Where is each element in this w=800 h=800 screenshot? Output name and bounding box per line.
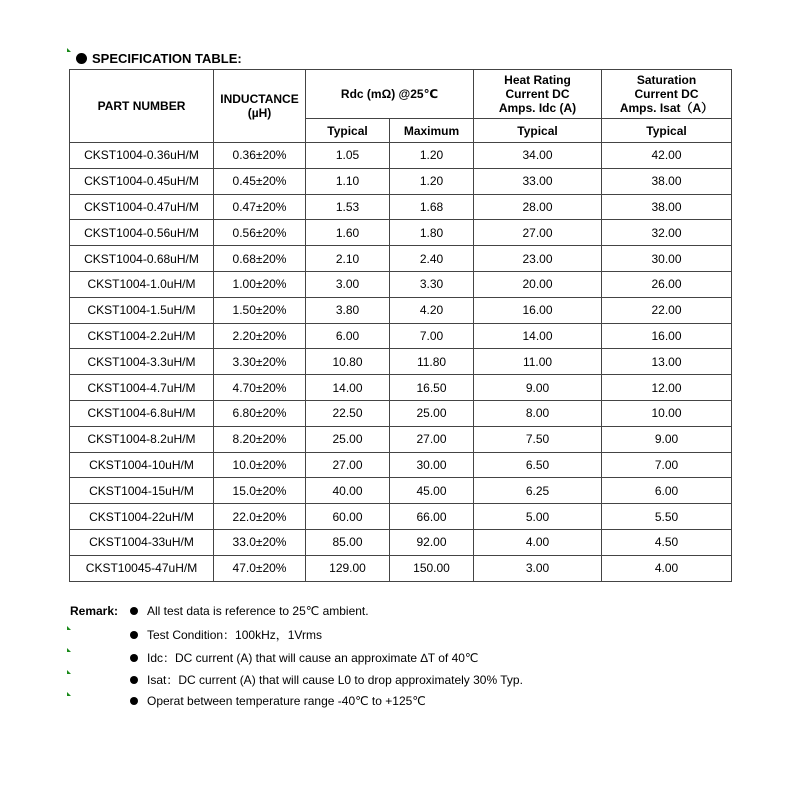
cell-part-number: CKST1004-0.36uH/M	[70, 143, 214, 169]
header-rdc-typical: Typical	[306, 119, 390, 143]
cell-isat: 4.00	[602, 555, 732, 581]
table-row	[70, 246, 732, 272]
cell-rdc-typical: 1.60	[306, 220, 390, 246]
cell-isat: 30.00	[602, 246, 732, 272]
cell-rdc-typical: 1.53	[306, 194, 390, 220]
header-part-number: PART NUMBER	[70, 70, 214, 143]
bullet-icon	[130, 607, 138, 615]
cell-rdc-maximum: 1.20	[390, 143, 474, 169]
cell-part-number: CKST1004-15uH/M	[70, 478, 214, 504]
cell-rdc-maximum: 7.00	[390, 323, 474, 349]
cell-idc: 7.50	[474, 426, 602, 452]
cell-rdc-typical: 10.80	[306, 349, 390, 375]
cell-rdc-typical: 1.05	[306, 143, 390, 169]
header-rdc-maximum: Maximum	[390, 119, 474, 143]
cell-rdc-maximum: 30.00	[390, 452, 474, 478]
cell-part-number: CKST1004-10uH/M	[70, 452, 214, 478]
cell-isat: 10.00	[602, 400, 732, 426]
cell-rdc-typical: 2.10	[306, 246, 390, 272]
cell-isat: 42.00	[602, 143, 732, 169]
cell-inductance: 10.0±20%	[214, 452, 306, 478]
cell-inductance: 0.36±20%	[214, 143, 306, 169]
cell-idc: 23.00	[474, 246, 602, 272]
header-heat-rating: Heat Rating Current DC Amps. Idc (A)	[474, 70, 602, 119]
cell-rdc-maximum: 92.00	[390, 529, 474, 555]
table-row	[70, 452, 732, 478]
cell-rdc-typical: 22.50	[306, 400, 390, 426]
cell-isat: 4.50	[602, 529, 732, 555]
table-row	[70, 478, 732, 504]
cell-isat: 38.00	[602, 194, 732, 220]
cell-inductance: 33.0±20%	[214, 529, 306, 555]
cell-isat: 13.00	[602, 349, 732, 375]
table-row	[70, 504, 732, 530]
bullet-icon	[130, 697, 138, 705]
cell-rdc-typical: 60.00	[306, 504, 390, 530]
table-row	[70, 400, 732, 426]
cell-inductance: 4.70±20%	[214, 375, 306, 401]
cell-isat: 12.00	[602, 375, 732, 401]
table-row	[70, 297, 732, 323]
cell-isat: 7.00	[602, 452, 732, 478]
cell-part-number: CKST1004-22uH/M	[70, 504, 214, 530]
cell-inductance: 3.30±20%	[214, 349, 306, 375]
cell-rdc-typical: 3.80	[306, 297, 390, 323]
cell-idc: 6.25	[474, 478, 602, 504]
cell-inductance: 1.00±20%	[214, 271, 306, 297]
bullet-icon	[130, 676, 138, 684]
cell-idc: 14.00	[474, 323, 602, 349]
cell-idc: 34.00	[474, 143, 602, 169]
cell-idc: 8.00	[474, 400, 602, 426]
table-row	[70, 349, 732, 375]
cell-rdc-maximum: 4.20	[390, 297, 474, 323]
header-isat-typical: Typical	[602, 119, 732, 143]
cell-inductance: 0.47±20%	[214, 194, 306, 220]
cell-inductance: 6.80±20%	[214, 400, 306, 426]
cell-idc: 5.00	[474, 504, 602, 530]
header-inductance: INDUCTANCE (µH)	[214, 70, 306, 143]
cell-part-number: CKST1004-6.8uH/M	[70, 400, 214, 426]
cell-part-number: CKST1004-0.45uH/M	[70, 168, 214, 194]
cell-isat: 32.00	[602, 220, 732, 246]
cell-rdc-maximum: 45.00	[390, 478, 474, 504]
cell-rdc-maximum: 3.30	[390, 271, 474, 297]
remark-item: Test Condition：100kHz，1Vrms	[130, 626, 322, 643]
cell-part-number: CKST1004-33uH/M	[70, 529, 214, 555]
remark-item: Isat：DC current (A) that will cause L0 to drop approximately 30% Typ.	[130, 671, 523, 688]
cell-idc: 11.00	[474, 349, 602, 375]
green-corner-mark	[67, 626, 71, 630]
cell-rdc-typical: 40.00	[306, 478, 390, 504]
cell-rdc-maximum: 1.68	[390, 194, 474, 220]
cell-rdc-typical: 14.00	[306, 375, 390, 401]
table-row	[70, 323, 732, 349]
green-corner-mark	[67, 48, 71, 52]
cell-rdc-typical: 3.00	[306, 271, 390, 297]
cell-idc: 6.50	[474, 452, 602, 478]
bullet-icon	[130, 631, 138, 639]
cell-inductance: 0.56±20%	[214, 220, 306, 246]
cell-rdc-typical: 6.00	[306, 323, 390, 349]
cell-idc: 28.00	[474, 194, 602, 220]
table-row	[70, 168, 732, 194]
green-corner-mark	[67, 670, 71, 674]
table-row	[70, 375, 732, 401]
cell-idc: 9.00	[474, 375, 602, 401]
remark-item: Idc：DC current (A) that will cause an approximate ∆T of 40℃	[130, 649, 478, 666]
cell-part-number: CKST1004-0.56uH/M	[70, 220, 214, 246]
remark-item: All test data is reference to 25℃ ambient.	[130, 604, 369, 618]
table-row	[70, 426, 732, 452]
cell-inductance: 2.20±20%	[214, 323, 306, 349]
remarks-label: Remark:	[70, 604, 119, 618]
cell-idc: 3.00	[474, 555, 602, 581]
cell-isat: 6.00	[602, 478, 732, 504]
header-idc-typical: Typical	[474, 119, 602, 143]
section-title	[76, 51, 242, 66]
cell-inductance: 8.20±20%	[214, 426, 306, 452]
table-row	[70, 271, 732, 297]
cell-isat: 16.00	[602, 323, 732, 349]
cell-rdc-maximum: 27.00	[390, 426, 474, 452]
cell-part-number: CKST1004-0.47uH/M	[70, 194, 214, 220]
cell-rdc-maximum: 1.80	[390, 220, 474, 246]
cell-isat: 38.00	[602, 168, 732, 194]
cell-inductance: 22.0±20%	[214, 504, 306, 530]
specification-table	[69, 69, 732, 582]
cell-rdc-maximum: 25.00	[390, 400, 474, 426]
table-body	[70, 143, 732, 582]
cell-rdc-typical: 25.00	[306, 426, 390, 452]
cell-idc: 16.00	[474, 297, 602, 323]
table-row	[70, 555, 732, 581]
green-corner-mark	[67, 692, 71, 696]
cell-part-number: CKST1004-1.5uH/M	[70, 297, 214, 323]
cell-rdc-typical: 27.00	[306, 452, 390, 478]
remark-item: Operat between temperature range -40℃ to +125℃	[130, 694, 426, 708]
cell-isat: 5.50	[602, 504, 732, 530]
header-rdc: Rdc (mΩ) @25℃	[306, 70, 474, 119]
bullet-icon	[130, 654, 138, 662]
green-corner-mark	[67, 648, 71, 652]
cell-idc: 20.00	[474, 271, 602, 297]
cell-part-number: CKST1004-1.0uH/M	[70, 271, 214, 297]
cell-rdc-maximum: 16.50	[390, 375, 474, 401]
cell-part-number: CKST1004-3.3uH/M	[70, 349, 214, 375]
cell-idc: 27.00	[474, 220, 602, 246]
cell-rdc-typical: 1.10	[306, 168, 390, 194]
cell-rdc-maximum: 1.20	[390, 168, 474, 194]
cell-rdc-maximum: 2.40	[390, 246, 474, 272]
cell-inductance: 0.45±20%	[214, 168, 306, 194]
cell-inductance: 47.0±20%	[214, 555, 306, 581]
cell-inductance: 1.50±20%	[214, 297, 306, 323]
cell-idc: 33.00	[474, 168, 602, 194]
cell-isat: 9.00	[602, 426, 732, 452]
bullet-icon	[76, 53, 87, 64]
header-saturation: Saturation Current DC Amps. Isat（A）	[602, 70, 732, 119]
cell-inductance: 0.68±20%	[214, 246, 306, 272]
cell-idc: 4.00	[474, 529, 602, 555]
cell-rdc-maximum: 66.00	[390, 504, 474, 530]
table-row	[70, 194, 732, 220]
section-title-text: SPECIFICATION TABLE:	[92, 51, 242, 66]
cell-isat: 22.00	[602, 297, 732, 323]
cell-part-number: CKST1004-8.2uH/M	[70, 426, 214, 452]
cell-isat: 26.00	[602, 271, 732, 297]
cell-part-number: CKST1004-4.7uH/M	[70, 375, 214, 401]
table-row	[70, 529, 732, 555]
cell-rdc-typical: 85.00	[306, 529, 390, 555]
cell-part-number: CKST10045-47uH/M	[70, 555, 214, 581]
cell-inductance: 15.0±20%	[214, 478, 306, 504]
cell-rdc-maximum: 11.80	[390, 349, 474, 375]
cell-part-number: CKST1004-0.68uH/M	[70, 246, 214, 272]
cell-part-number: CKST1004-2.2uH/M	[70, 323, 214, 349]
table-row	[70, 220, 732, 246]
table-row	[70, 143, 732, 169]
cell-rdc-typical: 129.00	[306, 555, 390, 581]
cell-rdc-maximum: 150.00	[390, 555, 474, 581]
